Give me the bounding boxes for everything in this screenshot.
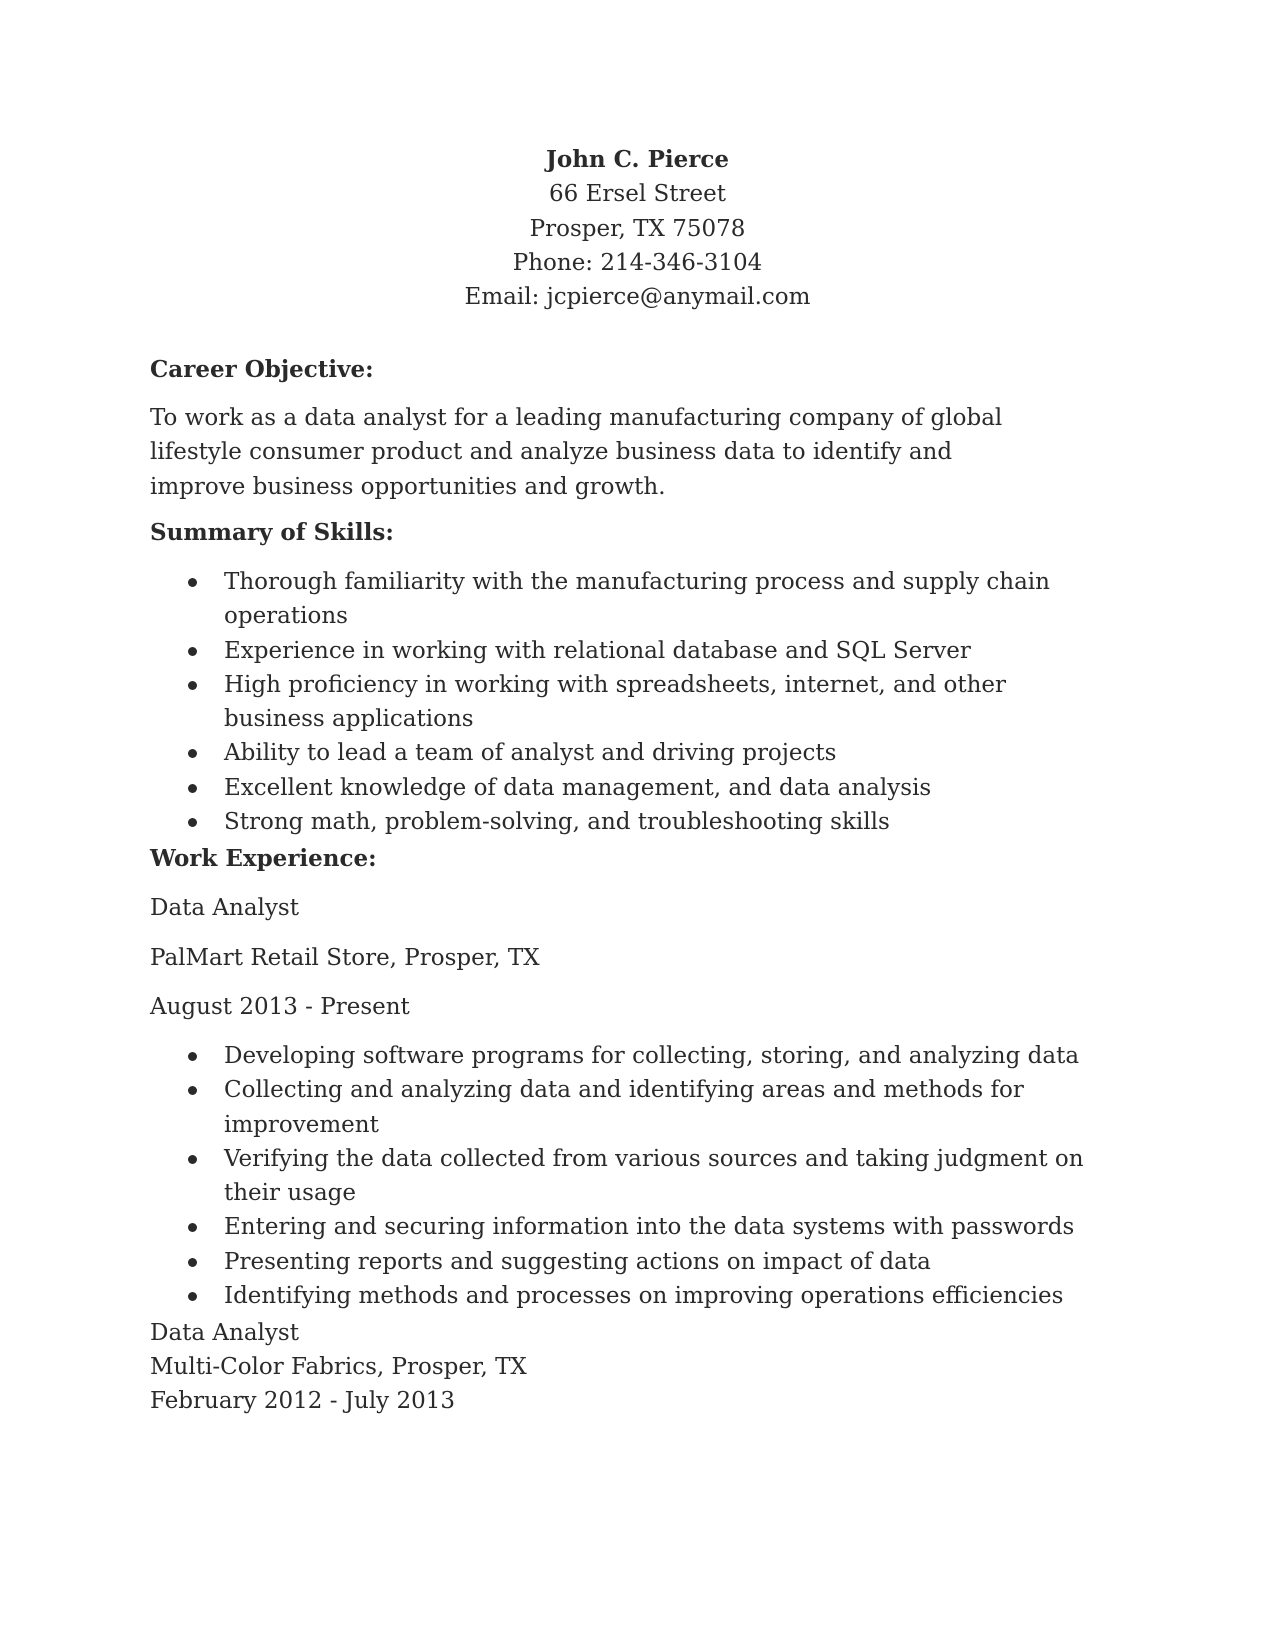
bullet-icon <box>188 647 197 656</box>
contact-header <box>0 143 1275 314</box>
list-item: Developing software programs for collecting, storing, and analyzing data <box>150 1039 1084 1073</box>
list-item: Experience in working with relational database and SQL Server <box>150 634 1084 668</box>
list-item: High proficiency in working with spreadsheets, internet, and other business applications <box>150 668 1084 737</box>
bullet-icon <box>188 1223 197 1232</box>
city-state-zip: Prosper, TX 75078 <box>529 215 746 242</box>
list-item: Strong math, problem-solving, and troubleshooting skills <box>150 805 1084 839</box>
job-dates: August 2013 - Present <box>150 994 410 1020</box>
objective-text: To work as a data analyst for a leading manufacturing company of global lifestyle consumer product and analyze business data to identify and improve business opportunities and growth. <box>150 405 1003 500</box>
street-address: 66 Ersel Street <box>549 181 726 208</box>
bullet-icon <box>188 1086 197 1095</box>
objective-heading: Career Objective: <box>150 356 374 383</box>
bullet-icon <box>188 1258 197 1267</box>
bullet-icon <box>188 784 197 793</box>
bullet-icon <box>188 1155 197 1164</box>
list-item: Entering and securing information into the data systems with passwords <box>150 1210 1084 1244</box>
list-item: Verifying the data collected from various sources and taking judgment on their usage <box>150 1142 1084 1211</box>
job-title: Data Analyst <box>150 895 299 921</box>
list-item: Presenting reports and suggesting actions on impact of data <box>150 1245 1084 1279</box>
list-item: Ability to lead a team of analyst and driving projects <box>150 736 1084 770</box>
bullet-icon <box>188 578 197 587</box>
job-company: Multi-Color Fabrics, Prosper, TX <box>150 1354 527 1380</box>
bullet-icon <box>188 681 197 690</box>
job-title: Data Analyst <box>150 1320 299 1346</box>
skills-list <box>150 565 1100 839</box>
job-dates: February 2012 - July 2013 <box>150 1388 456 1414</box>
bullet-icon <box>188 818 197 827</box>
applicant-name: John C. Pierce <box>545 146 729 173</box>
email-address: Email: jcpierce@anymail.com <box>464 284 811 311</box>
phone-number: Phone: 214-346-3104 <box>512 249 763 276</box>
experience-heading: Work Experience: <box>150 845 377 872</box>
skills-heading: Summary of Skills: <box>150 519 394 546</box>
list-item: Thorough familiarity with the manufacturing process and supply chain operations <box>150 565 1084 634</box>
bullet-icon <box>188 1052 197 1061</box>
job-company: PalMart Retail Store, Prosper, TX <box>150 945 540 971</box>
list-item: Collecting and analyzing data and identifying areas and methods for improvement <box>150 1073 1084 1142</box>
bullet-icon <box>188 749 197 758</box>
job-duties-list <box>150 1039 1100 1313</box>
list-item: Identifying methods and processes on improving operations efficiencies <box>150 1279 1084 1313</box>
list-item: Excellent knowledge of data management, and data analysis <box>150 771 1084 805</box>
bullet-icon <box>188 1292 197 1301</box>
